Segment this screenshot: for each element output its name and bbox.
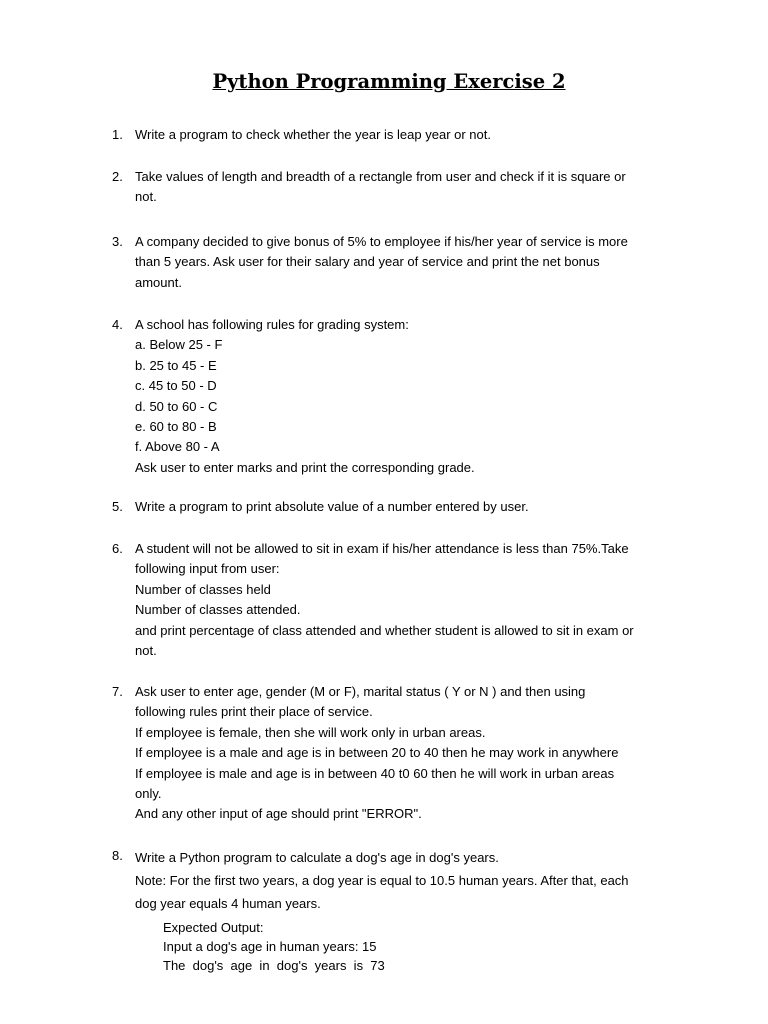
- question-line: Ask user to enter marks and print the corresponding grade.: [135, 459, 475, 475]
- grade-rule: e. 60 to 80 - B: [135, 419, 217, 435]
- question-line: If employee is female, then she will work only in urban areas.: [135, 724, 486, 740]
- question-text: [135, 167, 695, 208]
- question-line: If employee is male and age is in between 40 t0 60 then he will work in urban areas: [135, 765, 615, 781]
- expected-output-line: The dog's age in dog's years is 73: [163, 958, 385, 973]
- question-line: Number of classes attended.: [135, 602, 301, 618]
- question-line: than 5 years. Ask user for their salary and year of service and print the net bonus: [135, 254, 600, 270]
- question-line: Number of classes held: [135, 581, 271, 597]
- question-text: [135, 846, 695, 915]
- expected-output-heading: Expected Output:: [163, 920, 264, 935]
- question-line: not.: [135, 643, 157, 659]
- grade-rule: c. 45 to 50 - D: [135, 378, 217, 394]
- question-number: 2.: [112, 169, 123, 184]
- grade-rule: a. Below 25 - F: [135, 337, 223, 353]
- question-line: Note: For the first two years, a dog year is equal to 10.5 human years. After that, each: [135, 873, 629, 888]
- question-line: Write a Python program to calculate a dog's age in dog's years.: [135, 850, 499, 865]
- question-line: amount.: [135, 274, 182, 290]
- question-line: Write a program to check whether the year is leap year or not.: [135, 127, 491, 142]
- question-number: 5.: [112, 499, 123, 514]
- question-number: 7.: [112, 684, 123, 699]
- question-text: [135, 682, 695, 825]
- question-number: 4.: [112, 317, 123, 332]
- question-text: [135, 232, 695, 293]
- question-line: Take values of length and breadth of a rectangle from user and check if it is square or: [135, 169, 626, 184]
- question-line: And any other input of age should print "ERROR".: [135, 806, 422, 822]
- question-number: 3.: [112, 234, 123, 249]
- question-line: following input from user:: [135, 561, 280, 577]
- grade-rule: f. Above 80 - A: [135, 439, 220, 455]
- question-line: only.: [135, 786, 162, 802]
- question-line: Write a program to print absolute value of a number entered by user.: [135, 499, 529, 514]
- question-text: [135, 315, 695, 478]
- document-title: Python Programming Exercise 2: [212, 70, 566, 93]
- question-line: not.: [135, 189, 157, 205]
- question-line: A student will not be allowed to sit in exam if his/her attendance is less than 75%.Take: [135, 541, 629, 556]
- question-text: [135, 539, 695, 661]
- question-line: and print percentage of class attended and whether student is allowed to sit in exam or: [135, 622, 634, 638]
- question-line: Ask user to enter age, gender (M or F), marital status ( Y or N ) and then using: [135, 684, 586, 699]
- question-line: A school has following rules for grading system:: [135, 317, 409, 332]
- question-number: 8.: [112, 848, 123, 863]
- question-line: A company decided to give bonus of 5% to employee if his/her year of service is more: [135, 234, 628, 249]
- expected-output-line: Input a dog's age in human years: 15: [163, 939, 377, 954]
- question-number: 6.: [112, 541, 123, 556]
- question-line: following rules print their place of service.: [135, 704, 373, 720]
- question-line: If employee is a male and age is in between 20 to 40 then he may work in anywhere: [135, 745, 619, 761]
- question-line: dog year equals 4 human years.: [135, 896, 321, 911]
- question-text: [135, 125, 695, 145]
- question-text: [135, 497, 695, 517]
- question-number: 1.: [112, 127, 123, 142]
- grade-rule: d. 50 to 60 - C: [135, 398, 218, 414]
- grade-rule: b. 25 to 45 - E: [135, 357, 217, 373]
